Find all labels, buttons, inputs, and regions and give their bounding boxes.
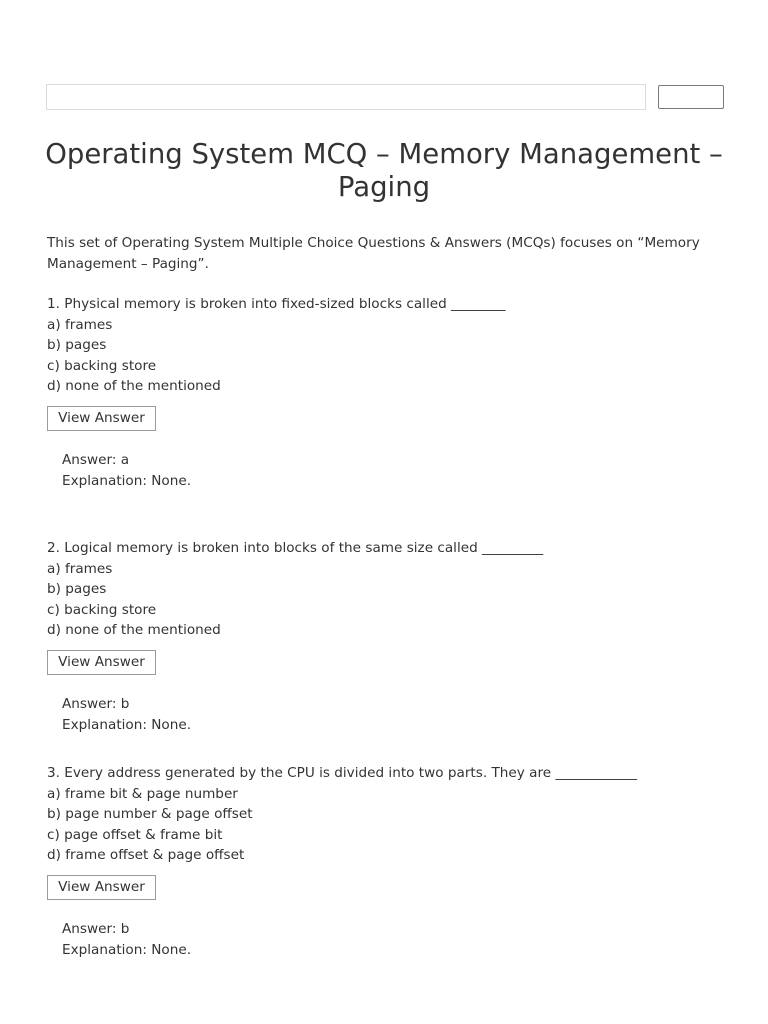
intro-text: This set of Operating System Multiple Choice Questions & Answers (MCQs) focuses on “Memory Management – Paging”. <box>47 235 700 272</box>
answer-block <box>62 919 737 961</box>
option-c: c) backing store <box>47 357 157 374</box>
answer-block <box>62 450 737 492</box>
question-1 <box>47 294 737 492</box>
question-text: 2. Logical memory is broken into blocks of the same size called _________ <box>47 540 544 556</box>
option-c: c) backing store <box>47 601 157 618</box>
answer-block <box>62 694 737 736</box>
option-b: b) pages <box>47 581 107 597</box>
option-a: a) frames <box>47 560 113 577</box>
question-3 <box>47 763 737 961</box>
option-a: a) frames <box>47 316 113 333</box>
answer-text: Answer: b <box>62 695 130 712</box>
question-2 <box>47 538 737 736</box>
option-c: c) page offset & frame bit <box>47 826 223 843</box>
view-answer-button[interactable]: View Answer <box>47 650 156 675</box>
explanation-text: Explanation: None. <box>62 941 192 958</box>
option-d: d) none of the mentioned <box>47 378 221 394</box>
question-text: 1. Physical memory is broken into fixed-sized blocks called ________ <box>47 296 506 312</box>
option-b: b) pages <box>47 337 107 353</box>
option-d: d) none of the mentioned <box>47 622 221 638</box>
answer-text: Answer: b <box>62 920 130 937</box>
search-button[interactable] <box>658 85 724 109</box>
explanation-text: Explanation: None. <box>62 472 192 489</box>
view-answer-button[interactable]: View Answer <box>47 406 156 431</box>
page-title: Operating System MCQ – Memory Management – Paging <box>45 138 723 203</box>
option-a: a) frame bit & page number <box>47 785 238 802</box>
explanation-text: Explanation: None. <box>62 716 192 733</box>
search-input[interactable] <box>46 84 646 110</box>
option-b: b) page number & page offset <box>47 806 253 822</box>
question-text: 3. Every address generated by the CPU is divided into two parts. They are ____________ <box>47 765 638 781</box>
view-answer-button[interactable]: View Answer <box>47 875 156 900</box>
answer-text: Answer: a <box>62 451 130 468</box>
option-d: d) frame offset & page offset <box>47 847 245 863</box>
